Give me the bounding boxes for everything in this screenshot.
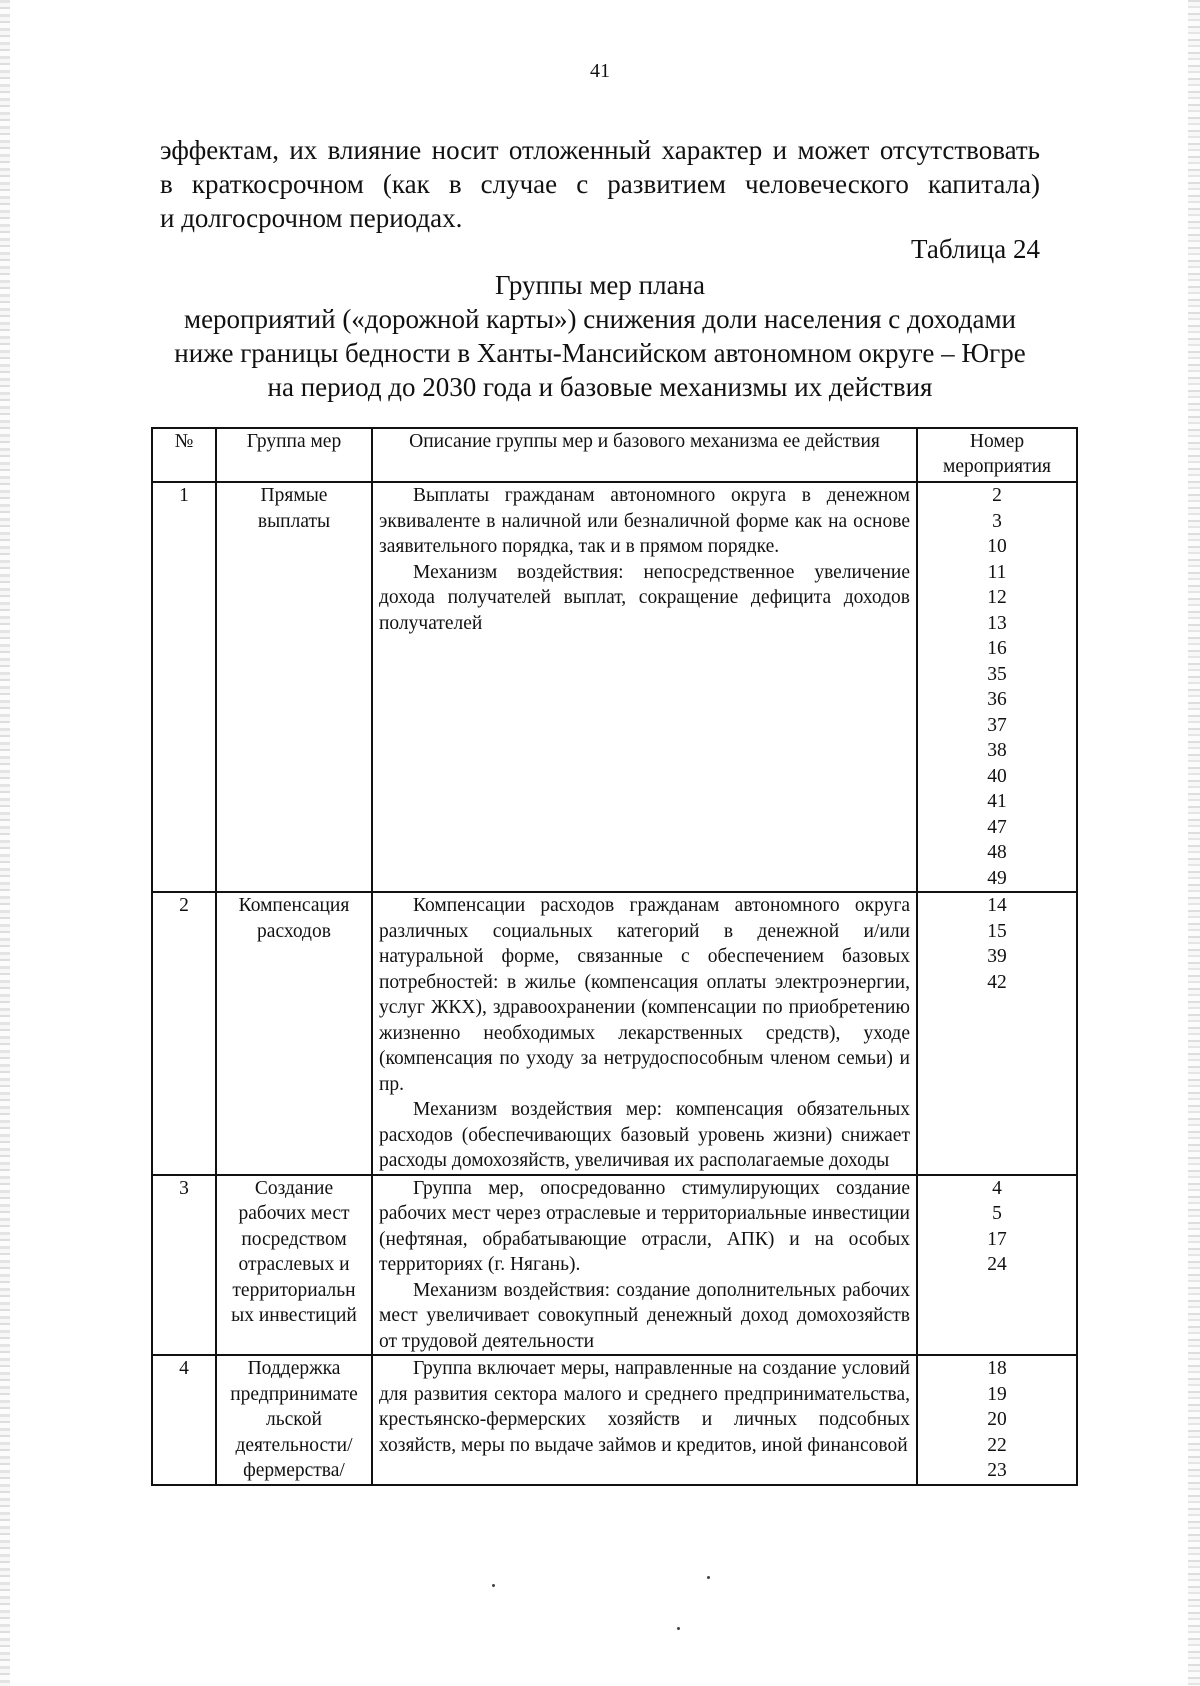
- measure-id: 23: [987, 1460, 1007, 1481]
- measure-id: 14: [987, 895, 1007, 916]
- measure-id: 49: [987, 867, 1007, 889]
- table-title-line: Группы мер плана: [494, 270, 705, 300]
- measure-id: 10: [987, 536, 1007, 557]
- description-paragraph: Механизм воздействия: непосредственное увеличение дохода получателей выплат, сокращение дефицита доходов получателей: [379, 561, 910, 634]
- row-ids: [917, 892, 1077, 1175]
- table-title-line: на период до 2030 года и базовые механизмы их действия: [267, 372, 933, 402]
- table-row: [152, 1355, 1077, 1485]
- measure-id: 11: [987, 561, 1007, 583]
- row-group: Компенсация расходов: [216, 892, 372, 1175]
- measure-id: 4: [992, 1177, 1002, 1199]
- header-description: Описание группы мер и базового механизма ее действия: [372, 428, 917, 482]
- description-paragraph: Выплаты гражданам автономного округа в денежном эквиваленте в наличной или безналичной форме как на основе заявительного порядка, так и в прямом порядке.: [379, 485, 910, 557]
- table-title-line: ниже границы бедности в Ханты-Мансийском автономном округе – Югре: [174, 338, 1026, 368]
- measure-id: 17: [987, 1228, 1007, 1250]
- measure-id: 2: [992, 485, 1002, 506]
- row-num: 2: [152, 892, 216, 1175]
- row-ids: [917, 1175, 1077, 1356]
- intro-line: и долгосрочном периодах.: [160, 203, 463, 233]
- intro-line: эффектам, их влияние носит отложенный характер и может отсутствовать: [160, 135, 1040, 165]
- row-num: 4: [152, 1355, 216, 1485]
- description-paragraph: Группа мер, опосредованно стимулирующих создание рабочих мест через отраслевые и территориальные инвестиции (нефтяная, обрабатывающие отрасли, АПК) и на особых территориях (г. Нягань).: [379, 1177, 910, 1275]
- table-row: [152, 892, 1077, 1175]
- measure-id: 22: [987, 1434, 1007, 1456]
- scan-speck: [707, 1576, 710, 1579]
- description-paragraph: Компенсации расходов гражданам автономного округа различных социальных категорий в денежной и/или натуральной форме, связанные с обеспечением базовых потребностей: в жилье (компенсация оплаты электроэнергии, услуг ЖКХ), здравоохранении (компенсации по приобретению жизненно необходимых лекарственных средств), уходе (компенсация по уходу за нетрудоспособным членом семьи) и пр.: [379, 895, 910, 1095]
- row-description: [372, 892, 917, 1175]
- measure-id: 12: [987, 587, 1007, 608]
- measure-id: 16: [987, 638, 1007, 659]
- row-description: [372, 1175, 917, 1356]
- header-num: №: [152, 428, 216, 482]
- table-row: [152, 482, 1077, 892]
- measure-id: 36: [987, 689, 1007, 710]
- measure-id: 37: [987, 714, 1007, 736]
- scan-speck: [492, 1584, 495, 1587]
- measure-id: 48: [987, 842, 1007, 863]
- row-group: Прямые выплаты: [216, 482, 372, 892]
- measure-id: 47: [987, 816, 1007, 838]
- row-num: 1: [152, 482, 216, 892]
- intro-paragraph: [160, 133, 1040, 235]
- row-description: [372, 482, 917, 892]
- row-group: Создание рабочих мест посредством отраслевых и территориальн ых инвестиций: [216, 1175, 372, 1356]
- description-paragraph: Группа включает меры, направленные на создание условий для развития сектора малого и среднего предпринимательства, крестьянско-фермерских хозяйств и личных подсобных хозяйств, меры по выдаче займов и кредитов, иной финансовой: [379, 1358, 910, 1456]
- measure-id: 24: [987, 1254, 1007, 1275]
- intro-line: в краткосрочном (как в случае с развитием человеческого капитала): [160, 169, 1040, 199]
- row-description: [372, 1355, 917, 1485]
- table-row: [152, 1175, 1077, 1356]
- table-title: [100, 268, 1100, 404]
- measure-id: 19: [987, 1383, 1007, 1405]
- page-number: 41: [590, 60, 610, 82]
- row-ids: [917, 1355, 1077, 1485]
- measure-id: 40: [987, 765, 1007, 787]
- scan-edge-right: [1188, 0, 1200, 1686]
- table-header-row: [152, 428, 1077, 482]
- measure-id: 42: [987, 971, 1007, 993]
- row-group: Поддержка предпринимате льской деятельности/ фермерства/: [216, 1355, 372, 1485]
- table-number: Таблица 24: [911, 234, 1040, 264]
- header-group: Группа мер: [216, 428, 372, 482]
- scan-edge-left: [0, 0, 10, 1686]
- measure-id: 15: [987, 920, 1007, 942]
- measure-id: 39: [987, 946, 1007, 967]
- measure-id: 35: [987, 663, 1007, 685]
- measure-id: 3: [992, 510, 1002, 532]
- measure-id: 20: [987, 1409, 1007, 1430]
- header-ids: Номер мероприятия: [917, 428, 1077, 482]
- measure-id: 41: [987, 791, 1007, 812]
- scan-speck: [677, 1627, 680, 1630]
- measure-id: 38: [987, 740, 1007, 761]
- description-paragraph: Механизм воздействия: создание дополнительных рабочих мест увеличивает совокупный денежный доход домохозяйств от трудовой деятельности: [379, 1279, 910, 1352]
- measure-id: 13: [987, 612, 1007, 634]
- measure-id: 5: [992, 1203, 1002, 1224]
- measures-table: [151, 427, 1078, 1486]
- measure-id: 18: [987, 1358, 1007, 1379]
- description-paragraph: Механизм воздействия мер: компенсация обязательных расходов (обеспечивающих базовый уровень жизни) снижает расходы домохозяйств, увеличивая их располагаемые доходы: [379, 1099, 910, 1171]
- row-num: 3: [152, 1175, 216, 1356]
- table-title-line: мероприятий («дорожной карты») снижения доли населения с доходами: [183, 304, 1016, 334]
- row-ids: [917, 482, 1077, 892]
